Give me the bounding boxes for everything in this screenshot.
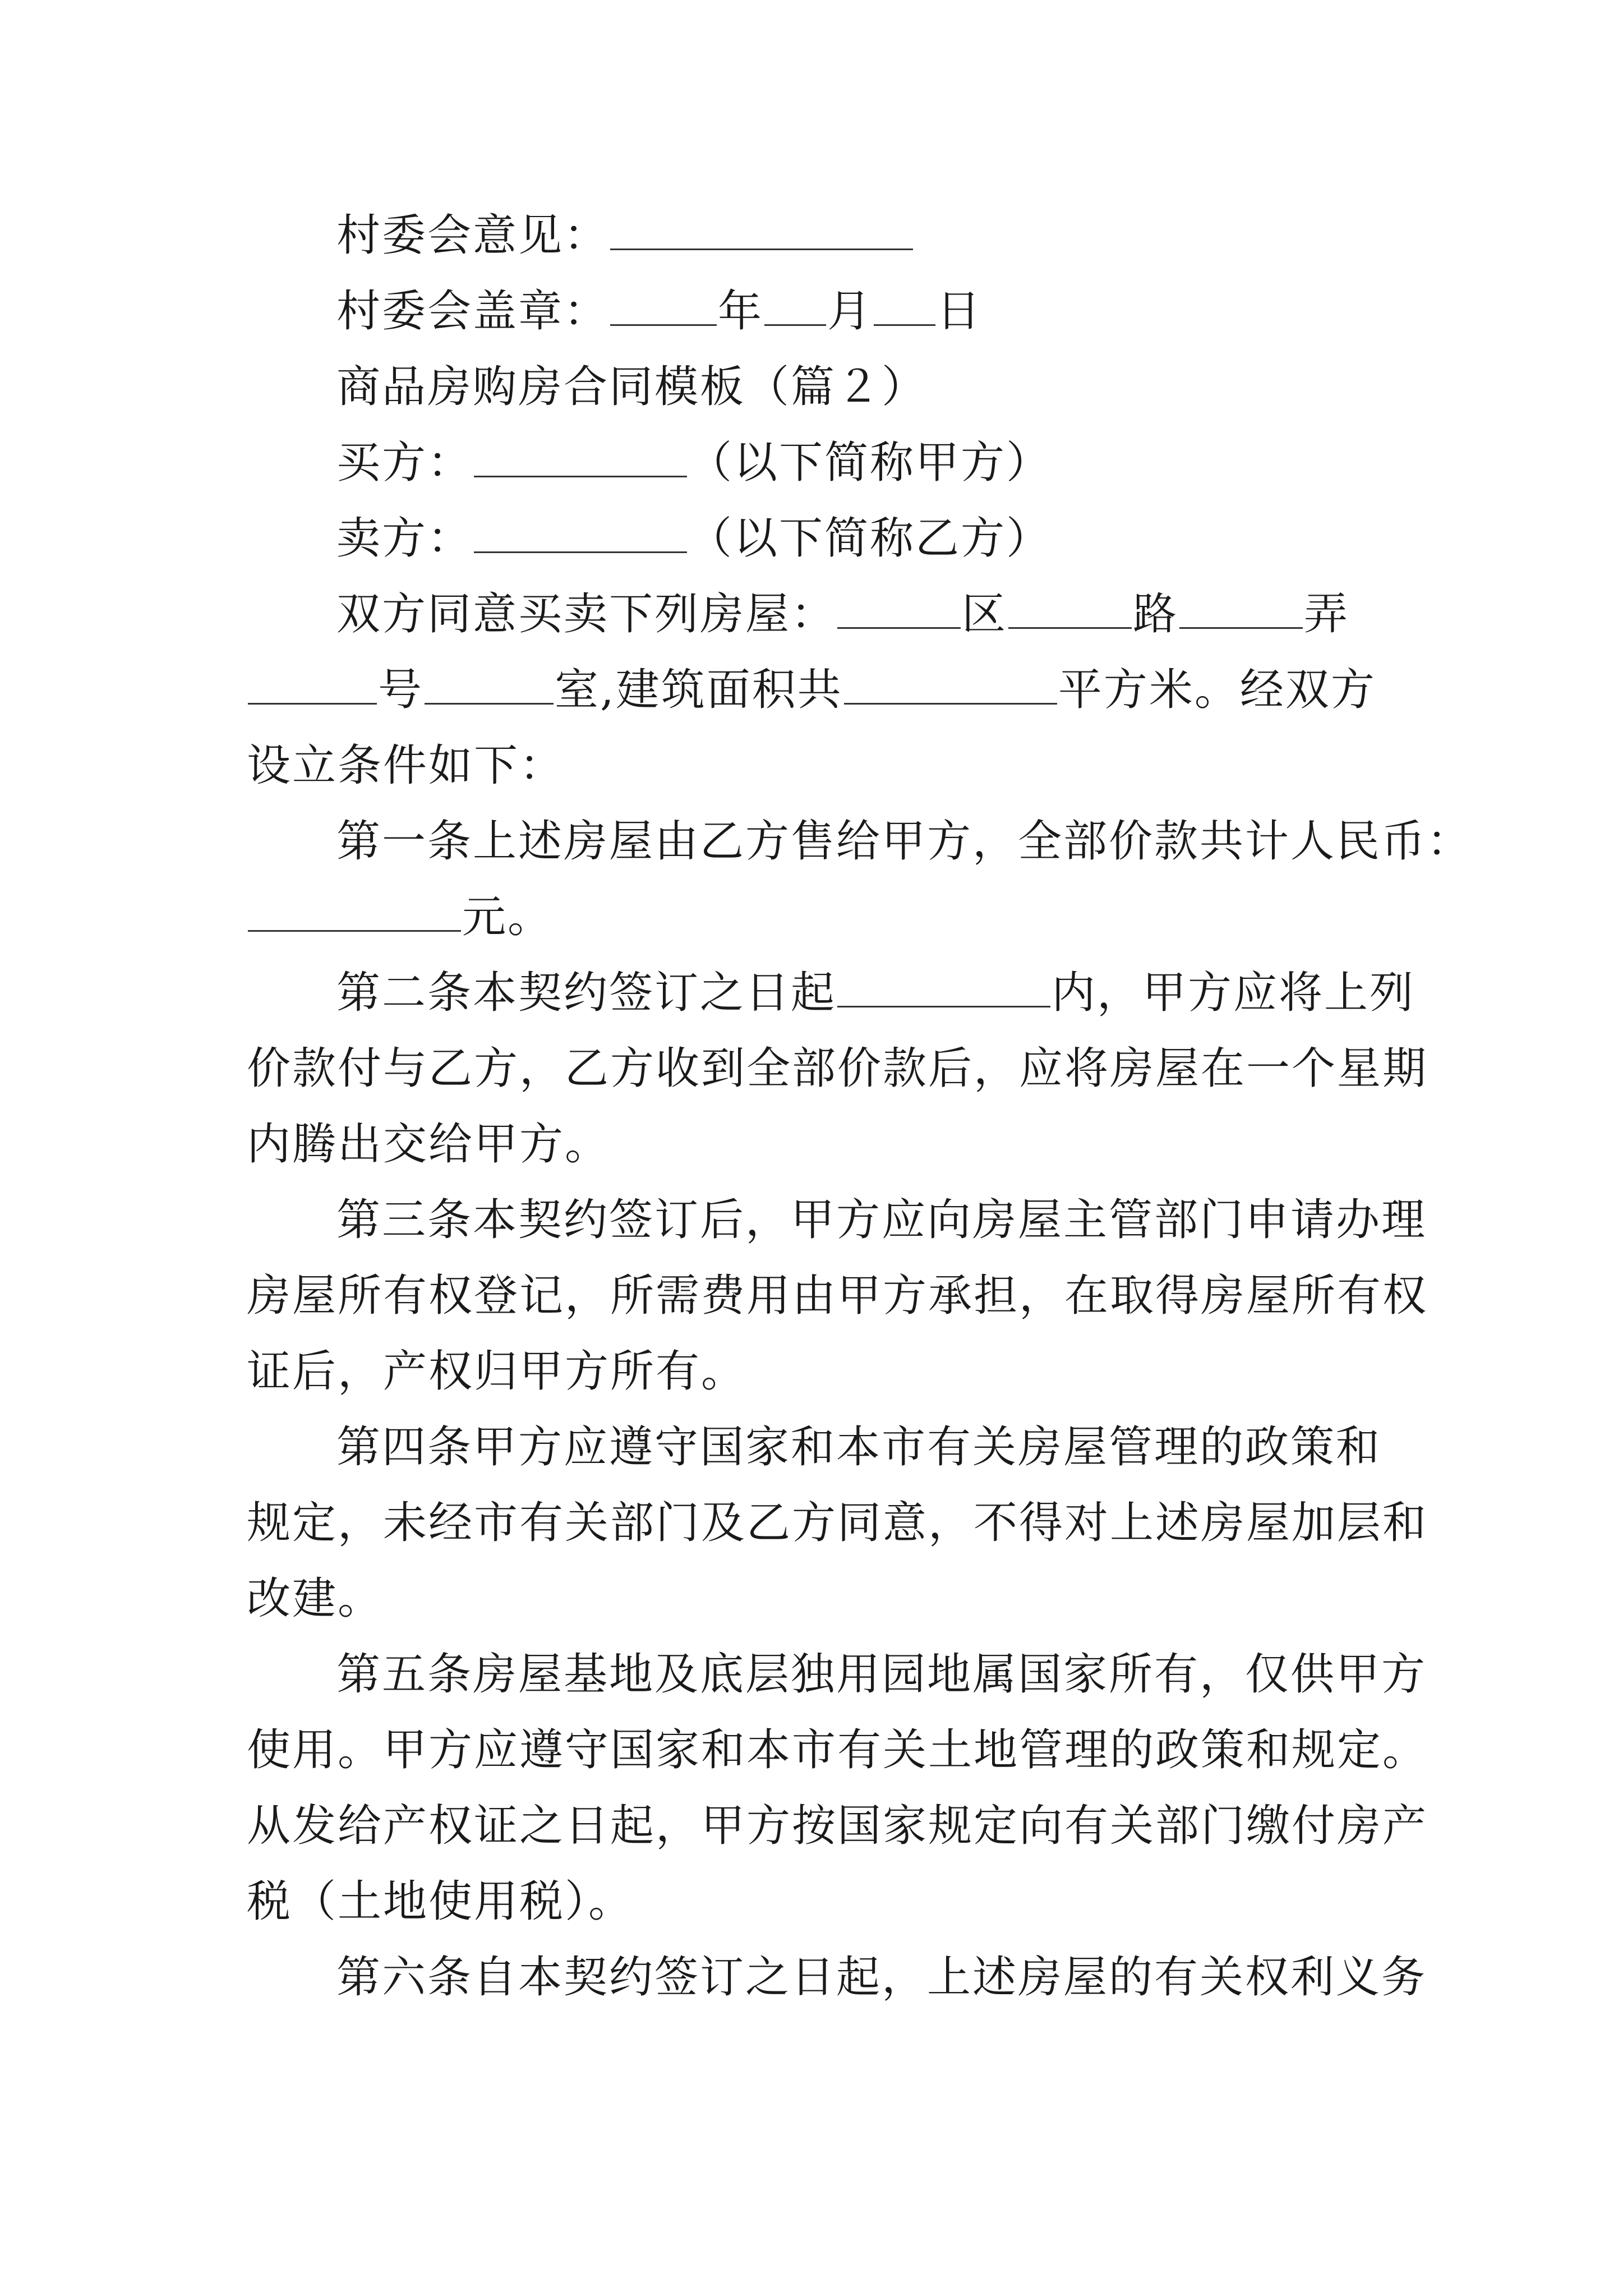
month-blank — [764, 280, 826, 326]
article-2-text-d: 内腾出交给甲方。 — [247, 1119, 611, 1170]
year-blank — [610, 280, 717, 326]
section-title-text: 商品房购房合同模板（篇２） — [336, 362, 928, 412]
number-blank — [248, 659, 377, 705]
buyer-line — [336, 429, 1052, 496]
property-line-2 — [247, 656, 1376, 724]
property-line-1 — [336, 581, 1349, 648]
article-5-line-2 — [247, 1717, 1428, 1784]
opinion-blank — [610, 205, 913, 250]
article-5-line-4 — [247, 1868, 634, 1935]
article-4-line-2 — [247, 1489, 1428, 1557]
article-2-line-3 — [247, 1111, 610, 1178]
buyer-blank — [474, 432, 687, 477]
article-6-line-1 — [336, 1944, 1427, 2011]
village-committee-seal-line — [336, 278, 982, 345]
seller-note: （以下简称乙方） — [688, 513, 1052, 564]
road-blank — [1008, 583, 1132, 629]
price-unit: 元。 — [462, 892, 554, 942]
village-committee-seal-label: 村委会盖章： — [336, 286, 610, 337]
year-label: 年 — [718, 286, 764, 337]
conditions-text: 设立条件如下： — [247, 740, 565, 791]
day-label: 日 — [937, 286, 983, 337]
lane-blank — [1179, 583, 1303, 629]
article-4-text-b: 规定，未经市有关部门及乙方同意，不得对上述房屋加层和 — [247, 1498, 1428, 1548]
article-2-line-1 — [336, 959, 1415, 1027]
buyer-note: （以下简称甲方） — [688, 438, 1052, 488]
section-title — [336, 353, 927, 421]
article-1-line-2 — [247, 884, 553, 951]
price-blank — [248, 886, 461, 932]
article-5-text-d: 税（土地使用税）。 — [247, 1876, 634, 1927]
day-blank — [874, 280, 935, 326]
article-5-text-b: 使用。甲方应遵守国家和本市有关土地管理的政策和规定。 — [247, 1725, 1428, 1775]
village-committee-opinion-line — [336, 202, 914, 269]
conditions-line — [247, 732, 565, 799]
article-4-line-3 — [247, 1565, 383, 1632]
article-2-text-b: 内，甲方应将上列 — [1052, 968, 1415, 1018]
article-1-text: 第一条上述房屋由乙方售给甲方，全部价款共计人民币： — [336, 816, 1473, 867]
article-6-text-a: 第六条自本契约签订之日起，上述房屋的有关权利义务 — [336, 1952, 1427, 2003]
seller-line — [336, 505, 1052, 572]
lane-label: 弄 — [1304, 589, 1350, 639]
room-area-label: 室,建筑面积共 — [555, 665, 843, 715]
article-5-line-1 — [336, 1641, 1427, 1708]
article-4-text-a: 第四条甲方应遵守国家和本市有关房屋管理的政策和 — [336, 1422, 1382, 1473]
article-3-line-2 — [247, 1262, 1428, 1329]
article-3-text-c: 证后，产权归甲方所有。 — [247, 1346, 747, 1397]
village-committee-opinion-label: 村委会意见： — [336, 210, 610, 261]
article-2-text-c: 价款付与乙方，乙方收到全部价款后，应将房屋在一个星期 — [247, 1043, 1428, 1094]
article-2-line-2 — [247, 1035, 1428, 1102]
property-intro: 双方同意买卖下列房屋： — [336, 589, 837, 639]
article-2-text-a: 第二条本契约签订之日起 — [336, 968, 837, 1018]
seller-label: 卖方： — [336, 513, 473, 564]
district-label: 区 — [962, 589, 1008, 639]
article-3-text-a: 第三条本契约签订后，甲方应向房屋主管部门申请办理 — [336, 1195, 1427, 1245]
area-blank — [844, 659, 1057, 705]
seller-blank — [474, 508, 687, 553]
article-3-line-1 — [336, 1186, 1427, 1254]
room-blank — [425, 659, 554, 705]
article-4-text-c: 改建。 — [247, 1573, 384, 1624]
article-5-text-c: 从发给产权证之日起，甲方按国家规定向有关部门缴付房产 — [247, 1801, 1428, 1851]
article-3-line-3 — [247, 1338, 746, 1405]
article-5-text-a: 第五条房屋基地及底层独用园地属国家所有，仅供甲方 — [336, 1649, 1427, 1700]
article-4-line-1 — [336, 1414, 1381, 1481]
article-1-line-1 — [336, 808, 1472, 875]
month-label: 月 — [827, 286, 873, 337]
article-5-line-3 — [247, 1792, 1428, 1860]
number-label: 号 — [378, 665, 424, 715]
buyer-label: 买方： — [336, 438, 473, 488]
district-blank — [837, 583, 961, 629]
article-3-text-b: 房屋所有权登记，所需费用由甲方承担，在取得房屋所有权 — [247, 1271, 1428, 1321]
area-unit-label: 平方米。经双方 — [1058, 665, 1376, 715]
payment-period-blank — [837, 962, 1050, 1007]
road-label: 路 — [1133, 589, 1179, 639]
